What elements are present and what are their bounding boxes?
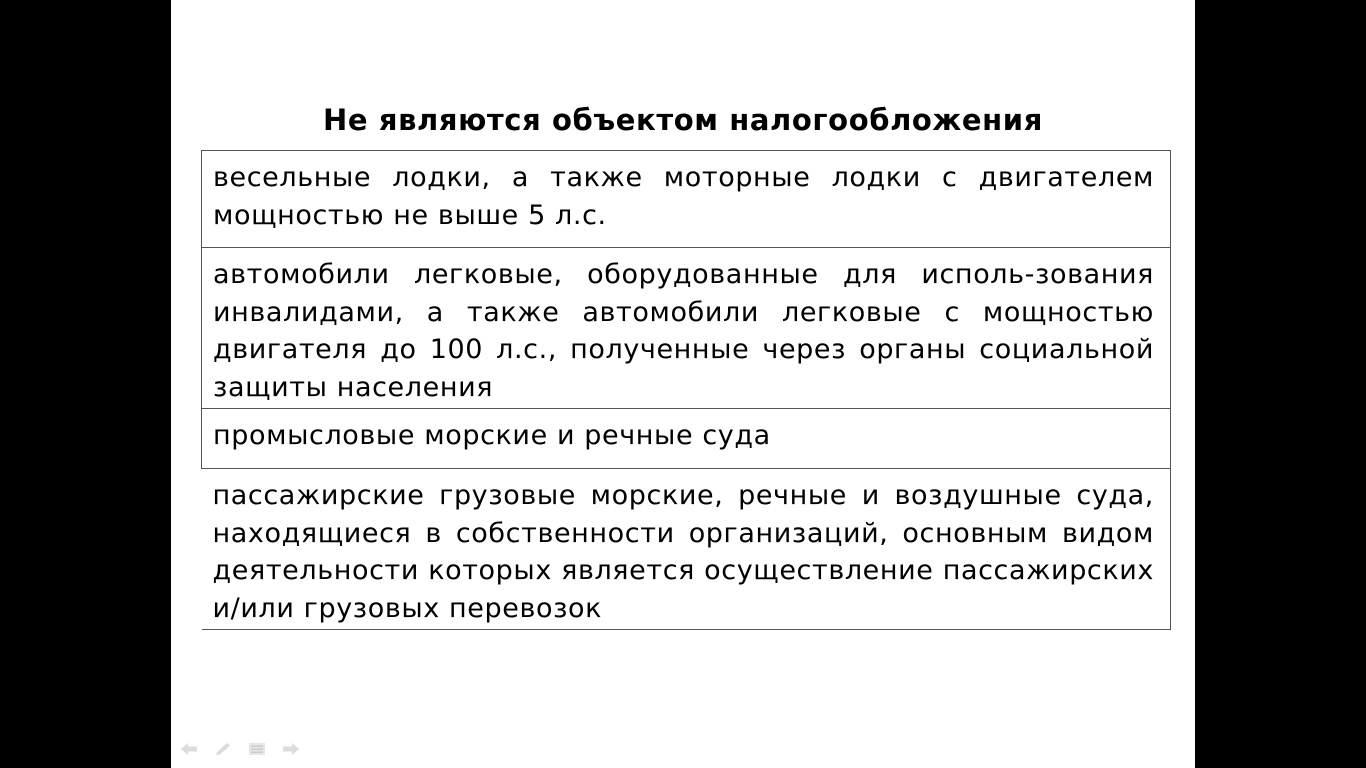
table-row [202,151,1171,248]
slideshow-navigation [179,740,301,758]
next-slide-button[interactable] [281,741,301,757]
table-row [202,409,1171,469]
table-cell: промысловые морские и речные суда [202,409,1171,469]
arrow-left-icon [180,742,198,756]
pen-icon [214,742,232,756]
table-cell: весельные лодки, а также моторные лодки с двигателем мощностью не выше 5 л.с. [202,151,1171,248]
slide-menu-button[interactable] [247,741,267,757]
table-cell: автомобили легковые, оборудованные для исполь-зования инвалидами, а также автомобили легковые с мощностью двигателя до 100 л.с., полученные через органы социальной защиты населения [202,248,1171,409]
previous-slide-button[interactable] [179,741,199,757]
arrow-right-icon [282,742,300,756]
table-row [202,469,1171,630]
table-row [202,248,1171,409]
tax-exemptions-table [201,150,1171,630]
slide-title: Не являются объектом налогообложения [323,103,1043,137]
pen-button[interactable] [213,741,233,757]
table-cell: пассажирские грузовые морские, речные и воздушные суда, находящиеся в собственности организаций, основным видом деятельности которых является осуществление пассажирских и/или грузовых перевозок [202,469,1171,630]
menu-icon [248,742,266,756]
slide [171,0,1195,768]
